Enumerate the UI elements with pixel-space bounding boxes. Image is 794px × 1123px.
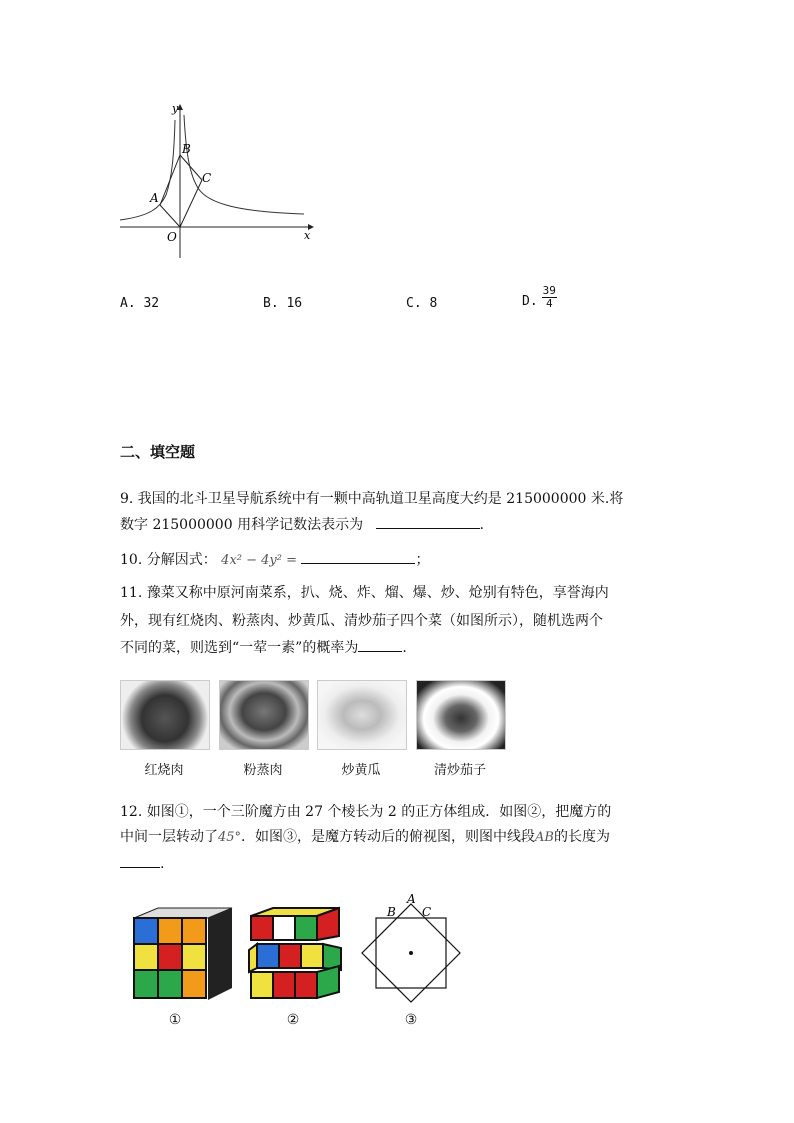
q12-segment-ab: AB [535,830,554,845]
q11-line3-text: 不同的菜，则选到“一荤一素”的概率为 [120,640,359,656]
function-graph [110,100,320,260]
top-view-figure-3 [356,894,466,1010]
curve-right [184,115,304,214]
option-d-denominator: 4 [545,297,553,310]
q10-expression: 4x² − 4y² = [221,553,297,568]
q12-end: . [160,856,165,872]
q12-line2-c: 的长度为 [554,829,610,845]
label-b: B [182,142,191,156]
figure-label-1: ① [168,1012,182,1028]
fig3-label-a: A [407,894,416,906]
dish-caption-1: 红烧肉 [144,763,184,778]
option-a: A. 32 [120,296,160,311]
q12-line2 [120,826,610,846]
q9-line2-text: 数字 215000000 用科学记数法表示为 [120,517,364,533]
q10-answer-blank [301,549,415,564]
figure-label-3: ③ [404,1012,418,1028]
option-d-fraction [542,285,557,310]
q11-line1: 11. 豫菜又称中原河南菜系，扒、烧、炸、熘、爆、炒、炝别有特色，享誉海内 [120,585,609,601]
fig3-label-b: B [387,905,396,919]
q12-line2-a: 中间一层转动了 [120,829,218,845]
q10-prefix: 10. 分解因式： [120,552,217,568]
label-x: x [304,229,311,242]
q10-end: ； [415,552,430,568]
dish-photo-braised-pork [120,680,210,750]
q12-line1: 12. 如图①，一个三阶魔方由 27 个棱长为 2 的正方体组成．如图②，把魔方的 [120,804,612,820]
q11-line3 [120,637,407,657]
q11-line2: 外，现有红烧肉、粉蒸肉、炒黄瓜、清炒茄子四个菜（如图所示），随机选两个 [120,613,603,629]
curve-left [120,120,175,220]
q9-answer-blank [376,514,480,529]
q12-answer-blank [120,853,160,868]
q11-end: . [402,640,407,656]
figure-label-2: ② [286,1012,300,1028]
option-b: B. 16 [263,296,303,311]
dish-caption-4: 清炒茄子 [433,763,486,778]
q12-line3 [120,853,164,872]
dish-photo-cucumber [317,680,407,750]
dish-photo-steamed-pork [219,680,309,750]
center-dot [409,951,413,955]
q12-angle: 45° [218,830,242,845]
q9-line1: 9. 我国的北斗卫星导航系统中有一颗中高轨道卫星高度大约是 215000000 米.将 [120,491,624,507]
q9-end: . [479,517,484,533]
label-o: O [167,230,177,244]
rubiks-cube-figure-1 [128,906,234,1004]
label-c: C [202,171,212,185]
rubiks-cube-figure-2 [243,906,347,1006]
option-c: C. 8 [406,296,438,311]
label-a: A [150,191,159,205]
dish-caption-2: 粉蒸肉 [243,763,283,778]
q12-line2-b: ．如图③，是魔方转动后的俯视图，则图中线段 [241,829,536,845]
q9-line2 [120,514,484,534]
option-d-prefix: D. [522,294,538,309]
section-title: 二、填空题 [120,443,196,461]
option-d [522,285,557,310]
option-d-numerator: 39 [542,284,556,297]
dish-photo-eggplant [416,680,506,750]
fig3-label-c: C [422,905,432,919]
q11-answer-blank [358,637,402,652]
q10-line [120,549,429,569]
label-y: y [172,102,179,115]
dish-caption-3: 炒黄瓜 [341,763,381,778]
